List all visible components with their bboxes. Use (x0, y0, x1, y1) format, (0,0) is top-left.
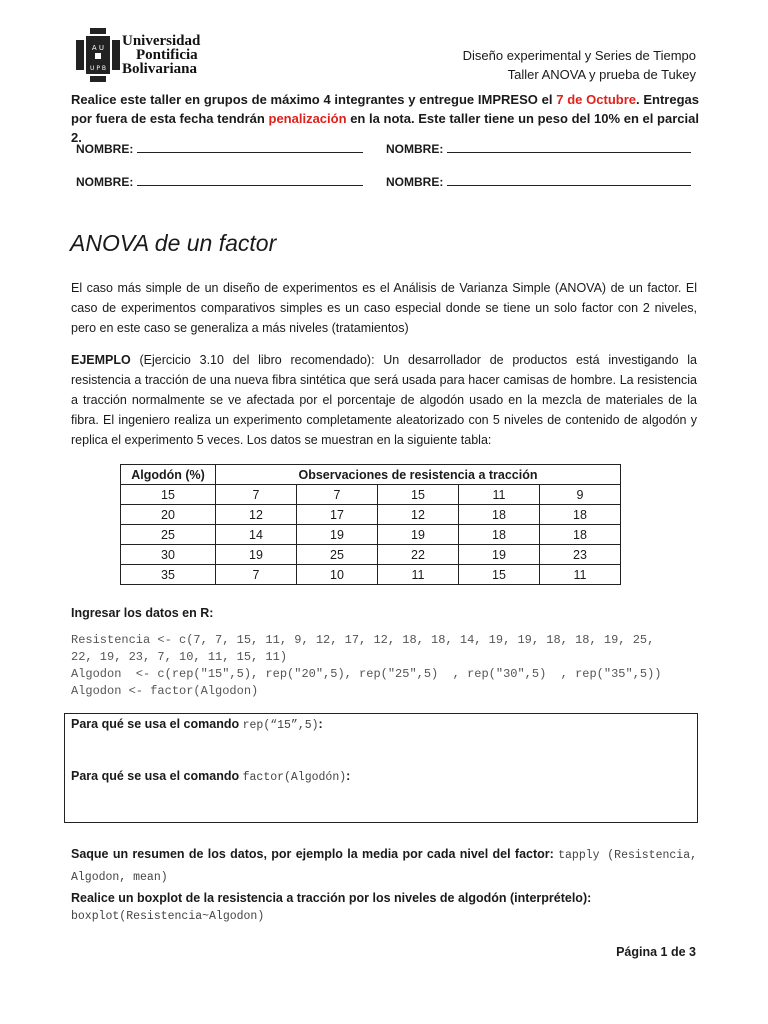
instructions (71, 90, 699, 147)
question-text: Para qué se usa el comando (71, 769, 243, 783)
name-blank-line[interactable] (137, 140, 363, 153)
name-field-4[interactable] (386, 173, 691, 189)
table-cell: 11 (378, 565, 459, 585)
boxplot-task (71, 888, 697, 925)
workshop-title: Taller ANOVA y prueba de Tukey (507, 67, 696, 82)
table-header-level: Algodón (%) (121, 465, 216, 485)
table-row (121, 565, 621, 585)
page-number: Página 1 de 3 (616, 945, 696, 959)
instructions-part-1: Realice este taller en grupos de máximo 4 integrantes y entregue IMPRESO el (71, 92, 557, 107)
summary-task-text: Saque un resumen de los datos, por ejemplo la media por cada nivel del factor: (71, 847, 559, 861)
university-name (122, 34, 200, 76)
table-cell: 22 (378, 545, 459, 565)
due-date: 7 de Octubre (556, 92, 636, 107)
table-cell: 12 (378, 505, 459, 525)
question-rep (71, 717, 323, 732)
boxplot-task-code: boxplot(Resistencia~Algodon) (71, 910, 265, 923)
logo-line-3: Bolivariana (122, 61, 198, 77)
table-header-observations: Observaciones de resistencia a tracción (216, 465, 621, 485)
table-cell: 18 (540, 525, 621, 545)
document-header (463, 46, 696, 84)
table-cell: 7 (297, 485, 378, 505)
example-paragraph (71, 350, 697, 450)
table-cell: 30 (121, 545, 216, 565)
table-row (121, 505, 621, 525)
table-cell: 25 (121, 525, 216, 545)
code-line: Algodon <- c(rep("15",5), rep("20",5), rep("25",5) , rep("30",5) , rep("35",5)) (71, 667, 662, 681)
name-blank-line[interactable] (447, 140, 691, 153)
question-code: rep(“15”,5) (242, 719, 319, 732)
table-cell: 19 (297, 525, 378, 545)
name-field-1[interactable] (76, 140, 363, 156)
r-input-heading: Ingresar los datos en R: (71, 606, 214, 620)
code-line: 22, 19, 23, 7, 10, 11, 15, 11) (71, 650, 288, 664)
r-code-block (71, 632, 662, 700)
logo-line-1: Universidad (122, 33, 201, 49)
name-field-3[interactable] (76, 173, 363, 189)
table-cell: 18 (459, 505, 540, 525)
table-cell: 15 (459, 565, 540, 585)
name-label: NOMBRE: (386, 175, 444, 189)
table-cell: 23 (540, 545, 621, 565)
table-cell: 19 (459, 545, 540, 565)
name-blank-line[interactable] (447, 173, 691, 186)
university-logo (72, 28, 222, 84)
table-cell: 19 (216, 545, 297, 565)
table-cell: 20 (121, 505, 216, 525)
instructions-part-3: en la nota. Este taller tiene un peso del 10% en el parcial 2. (71, 111, 699, 145)
table-cell: 15 (121, 485, 216, 505)
table-cell: 12 (216, 505, 297, 525)
table-cell: 18 (540, 505, 621, 525)
question-factor (71, 769, 350, 784)
table-cell: 11 (540, 565, 621, 585)
question-colon: : (318, 717, 323, 731)
table-cell: 18 (459, 525, 540, 545)
emblem-text-bottom: U P B (90, 65, 106, 72)
emblem-text-top: A U (91, 44, 105, 52)
name-label: NOMBRE: (76, 175, 134, 189)
table-cell: 25 (297, 545, 378, 565)
table-cell: 10 (297, 565, 378, 585)
table-row (121, 525, 621, 545)
code-line: Resistencia <- c(7, 7, 15, 11, 9, 12, 17, 12, 18, 18, 14, 19, 19, 18, 18, 19, 25, (71, 633, 655, 647)
university-emblem-icon (76, 28, 120, 82)
table-cell: 15 (378, 485, 459, 505)
instructions-part-2: . Entregas por fuera de esta fecha tendrán (71, 92, 699, 126)
table-cell: 19 (378, 525, 459, 545)
course-name: Diseño experimental y Series de Tiempo (462, 48, 696, 63)
table-header-row (121, 465, 621, 485)
answer-box[interactable] (64, 713, 698, 823)
section-title: ANOVA de un factor (70, 230, 277, 256)
intro-paragraph: El caso más simple de un diseño de experimentos es el Análisis de Varianza Simple (ANOVA) de un factor. El caso de experimentos comparativos simples es un caso especial donde se tiene un solo factor con 2 niveles, pero en este caso se generaliza a más niveles (tratamientos) (71, 281, 697, 335)
table-cell: 7 (216, 565, 297, 585)
summary-task (71, 844, 697, 888)
table-row (121, 485, 621, 505)
penalty-word: penalización (268, 111, 347, 126)
table-cell: 9 (540, 485, 621, 505)
cotton-strength-table (120, 464, 621, 585)
boxplot-task-text: Realice un boxplot de la resistencia a tracción por los niveles de algodón (interprételo): (71, 891, 592, 905)
question-code: factor(Algodón) (242, 771, 347, 784)
name-label: NOMBRE: (386, 142, 444, 156)
name-blank-line[interactable] (137, 173, 363, 186)
table-cell: 7 (216, 485, 297, 505)
question-colon: : (346, 769, 351, 783)
name-field-2[interactable] (386, 140, 691, 156)
table-row (121, 545, 621, 565)
question-text: Para qué se usa el comando (71, 717, 243, 731)
example-text: (Ejercicio 3.10 del libro recomendado): Un desarrollador de productos está investigando la resistencia a tracción de una nueva fibra sintética que será usada para hacer camisas de hombre. La resistencia a tracción normalmente se ve afectada por el porcentaje de algodón usado en la mezcla de materiales de la fibra. El ingeniero realiza un experimento completamente aleatorizado con 5 niveles de contenido de algodón y replica el experimento 5 veces. Los datos se muestran en la siguiente tabla: (71, 353, 697, 447)
example-label: EJEMPLO (71, 353, 131, 367)
logo-line-2: Pontificia (136, 47, 198, 63)
summary-task-code: tapply (Resistencia, Algodon, mean) (71, 849, 697, 884)
name-label: NOMBRE: (76, 142, 134, 156)
code-line: Algodon <- factor(Algodon) (71, 684, 259, 698)
table-cell: 14 (216, 525, 297, 545)
table-cell: 17 (297, 505, 378, 525)
table-cell: 35 (121, 565, 216, 585)
table-cell: 11 (459, 485, 540, 505)
